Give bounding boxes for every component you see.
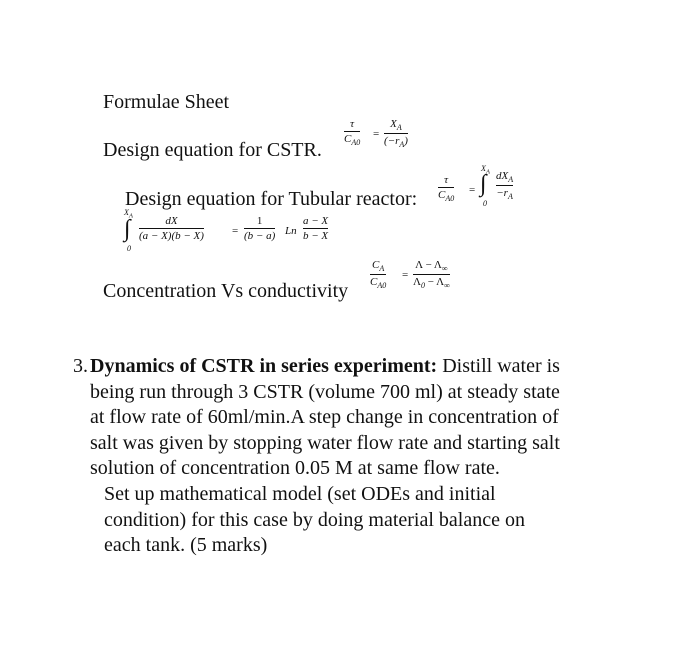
integral-lower-limit: 0 bbox=[127, 244, 131, 253]
integral-equals: = bbox=[232, 225, 239, 237]
conductivity-lhs-num: C bbox=[372, 259, 380, 271]
cstr-equals: = bbox=[373, 128, 380, 140]
tubular-rhs-num: dX bbox=[496, 170, 509, 182]
problem-line-7: condition) for this case by doing material balance on bbox=[104, 508, 525, 531]
integral-log-fraction bbox=[303, 215, 328, 242]
integral-log-den: b − X bbox=[303, 230, 329, 242]
page-title: Formulae Sheet bbox=[103, 91, 230, 113]
conductivity-rhs-den: Λ bbox=[413, 276, 421, 289]
tubular-rhs-den-sub: A bbox=[507, 192, 513, 202]
problem-number: 3. bbox=[73, 355, 88, 377]
integral-lhs-den: (a − X)(b − X) bbox=[139, 230, 204, 242]
cstr-lhs-num: τ bbox=[350, 118, 355, 130]
integral-coef-fraction bbox=[244, 215, 275, 242]
cstr-equation-label: Design equation for CSTR. bbox=[103, 139, 322, 161]
conductivity-rhs-num: Λ − Λ bbox=[415, 259, 442, 271]
tubular-lhs-den: C bbox=[438, 189, 446, 201]
tubular-integral-lower: 0 bbox=[483, 199, 487, 208]
integral-sign: ∫ bbox=[124, 216, 131, 242]
tubular-lhs-den-sub: A0 bbox=[445, 194, 455, 204]
tubular-rhs-fraction bbox=[496, 170, 513, 201]
conductivity-rhs-den-sub: ∞ bbox=[444, 281, 450, 291]
integral-upper-limit: $X_A$ bbox=[124, 208, 133, 220]
cstr-lhs-den-sub: A0 bbox=[351, 138, 361, 148]
integral-ln: Ln bbox=[285, 225, 297, 237]
cstr-rhs-num-sub: A bbox=[396, 123, 402, 133]
cstr-rhs-den: (−r bbox=[384, 135, 400, 148]
conductivity-rhs-fraction bbox=[413, 259, 450, 290]
integral-coef-num: 1 bbox=[256, 215, 263, 227]
conductivity-rhs-den-sub0: 0 bbox=[420, 281, 425, 291]
integral-lhs-num: dX bbox=[165, 215, 178, 227]
integral-log-num: a − X bbox=[303, 215, 329, 227]
tubular-lhs-fraction bbox=[438, 174, 454, 203]
problem-line-5: solution of concentration 0.05 M at same flow rate. bbox=[90, 457, 500, 480]
tubular-integral-upper-sub: A bbox=[485, 168, 490, 176]
conductivity-label: Concentration Vs conductivity bbox=[103, 280, 349, 302]
problem-body bbox=[90, 354, 633, 559]
cstr-rhs-den-close: ) bbox=[404, 135, 408, 148]
tubular-lhs-num: τ bbox=[444, 174, 449, 186]
conductivity-rhs-den-mid: − Λ bbox=[424, 276, 445, 289]
problem-line-8: each tank. (5 marks) bbox=[104, 534, 268, 557]
problem-3 bbox=[73, 354, 633, 559]
problem-line-2: being run through 3 CSTR (volume 700 ml) at steady state bbox=[90, 380, 560, 403]
integral-coef-den: (b − a) bbox=[244, 230, 276, 242]
cstr-lhs-den: C bbox=[344, 133, 352, 145]
conductivity-rhs-num-sub: ∞ bbox=[441, 264, 448, 274]
problem-line-4: salt was given by stopping water flow rate and starting salt bbox=[90, 431, 560, 454]
problem-heading: Dynamics of CSTR in series experiment: bbox=[90, 355, 438, 377]
integral-upper-limit-sub: A bbox=[128, 212, 133, 220]
tubular-integral-sign: ∫ bbox=[480, 171, 487, 197]
conductivity-lhs-fraction bbox=[370, 259, 386, 290]
cstr-lhs-fraction bbox=[344, 118, 360, 147]
conductivity-lhs-den-sub: A0 bbox=[377, 281, 387, 291]
integral-lhs-fraction bbox=[139, 215, 204, 242]
problem-line-1: Distill water is bbox=[437, 355, 560, 377]
problem-line-3: at flow rate of 60ml/min.A step change in concentration of bbox=[90, 406, 559, 429]
conductivity-lhs-den: C bbox=[370, 276, 378, 289]
conductivity-equals: = bbox=[402, 269, 409, 281]
tubular-rhs-num-sub: A bbox=[508, 175, 514, 185]
cstr-rhs-fraction bbox=[384, 118, 408, 149]
cstr-rhs-num: X bbox=[390, 118, 397, 130]
problem-line-6: Set up mathematical model (set ODEs and initial bbox=[104, 482, 496, 505]
tubular-rhs-den: −r bbox=[496, 187, 508, 200]
conductivity-lhs-num-sub: A bbox=[379, 264, 385, 274]
cstr-rhs-den-sub: A bbox=[399, 140, 405, 150]
tubular-integral-upper: $X_A$ bbox=[481, 164, 490, 176]
tubular-equation-label: Design equation for Tubular reactor: bbox=[125, 188, 418, 210]
tubular-equals: = bbox=[469, 184, 476, 196]
